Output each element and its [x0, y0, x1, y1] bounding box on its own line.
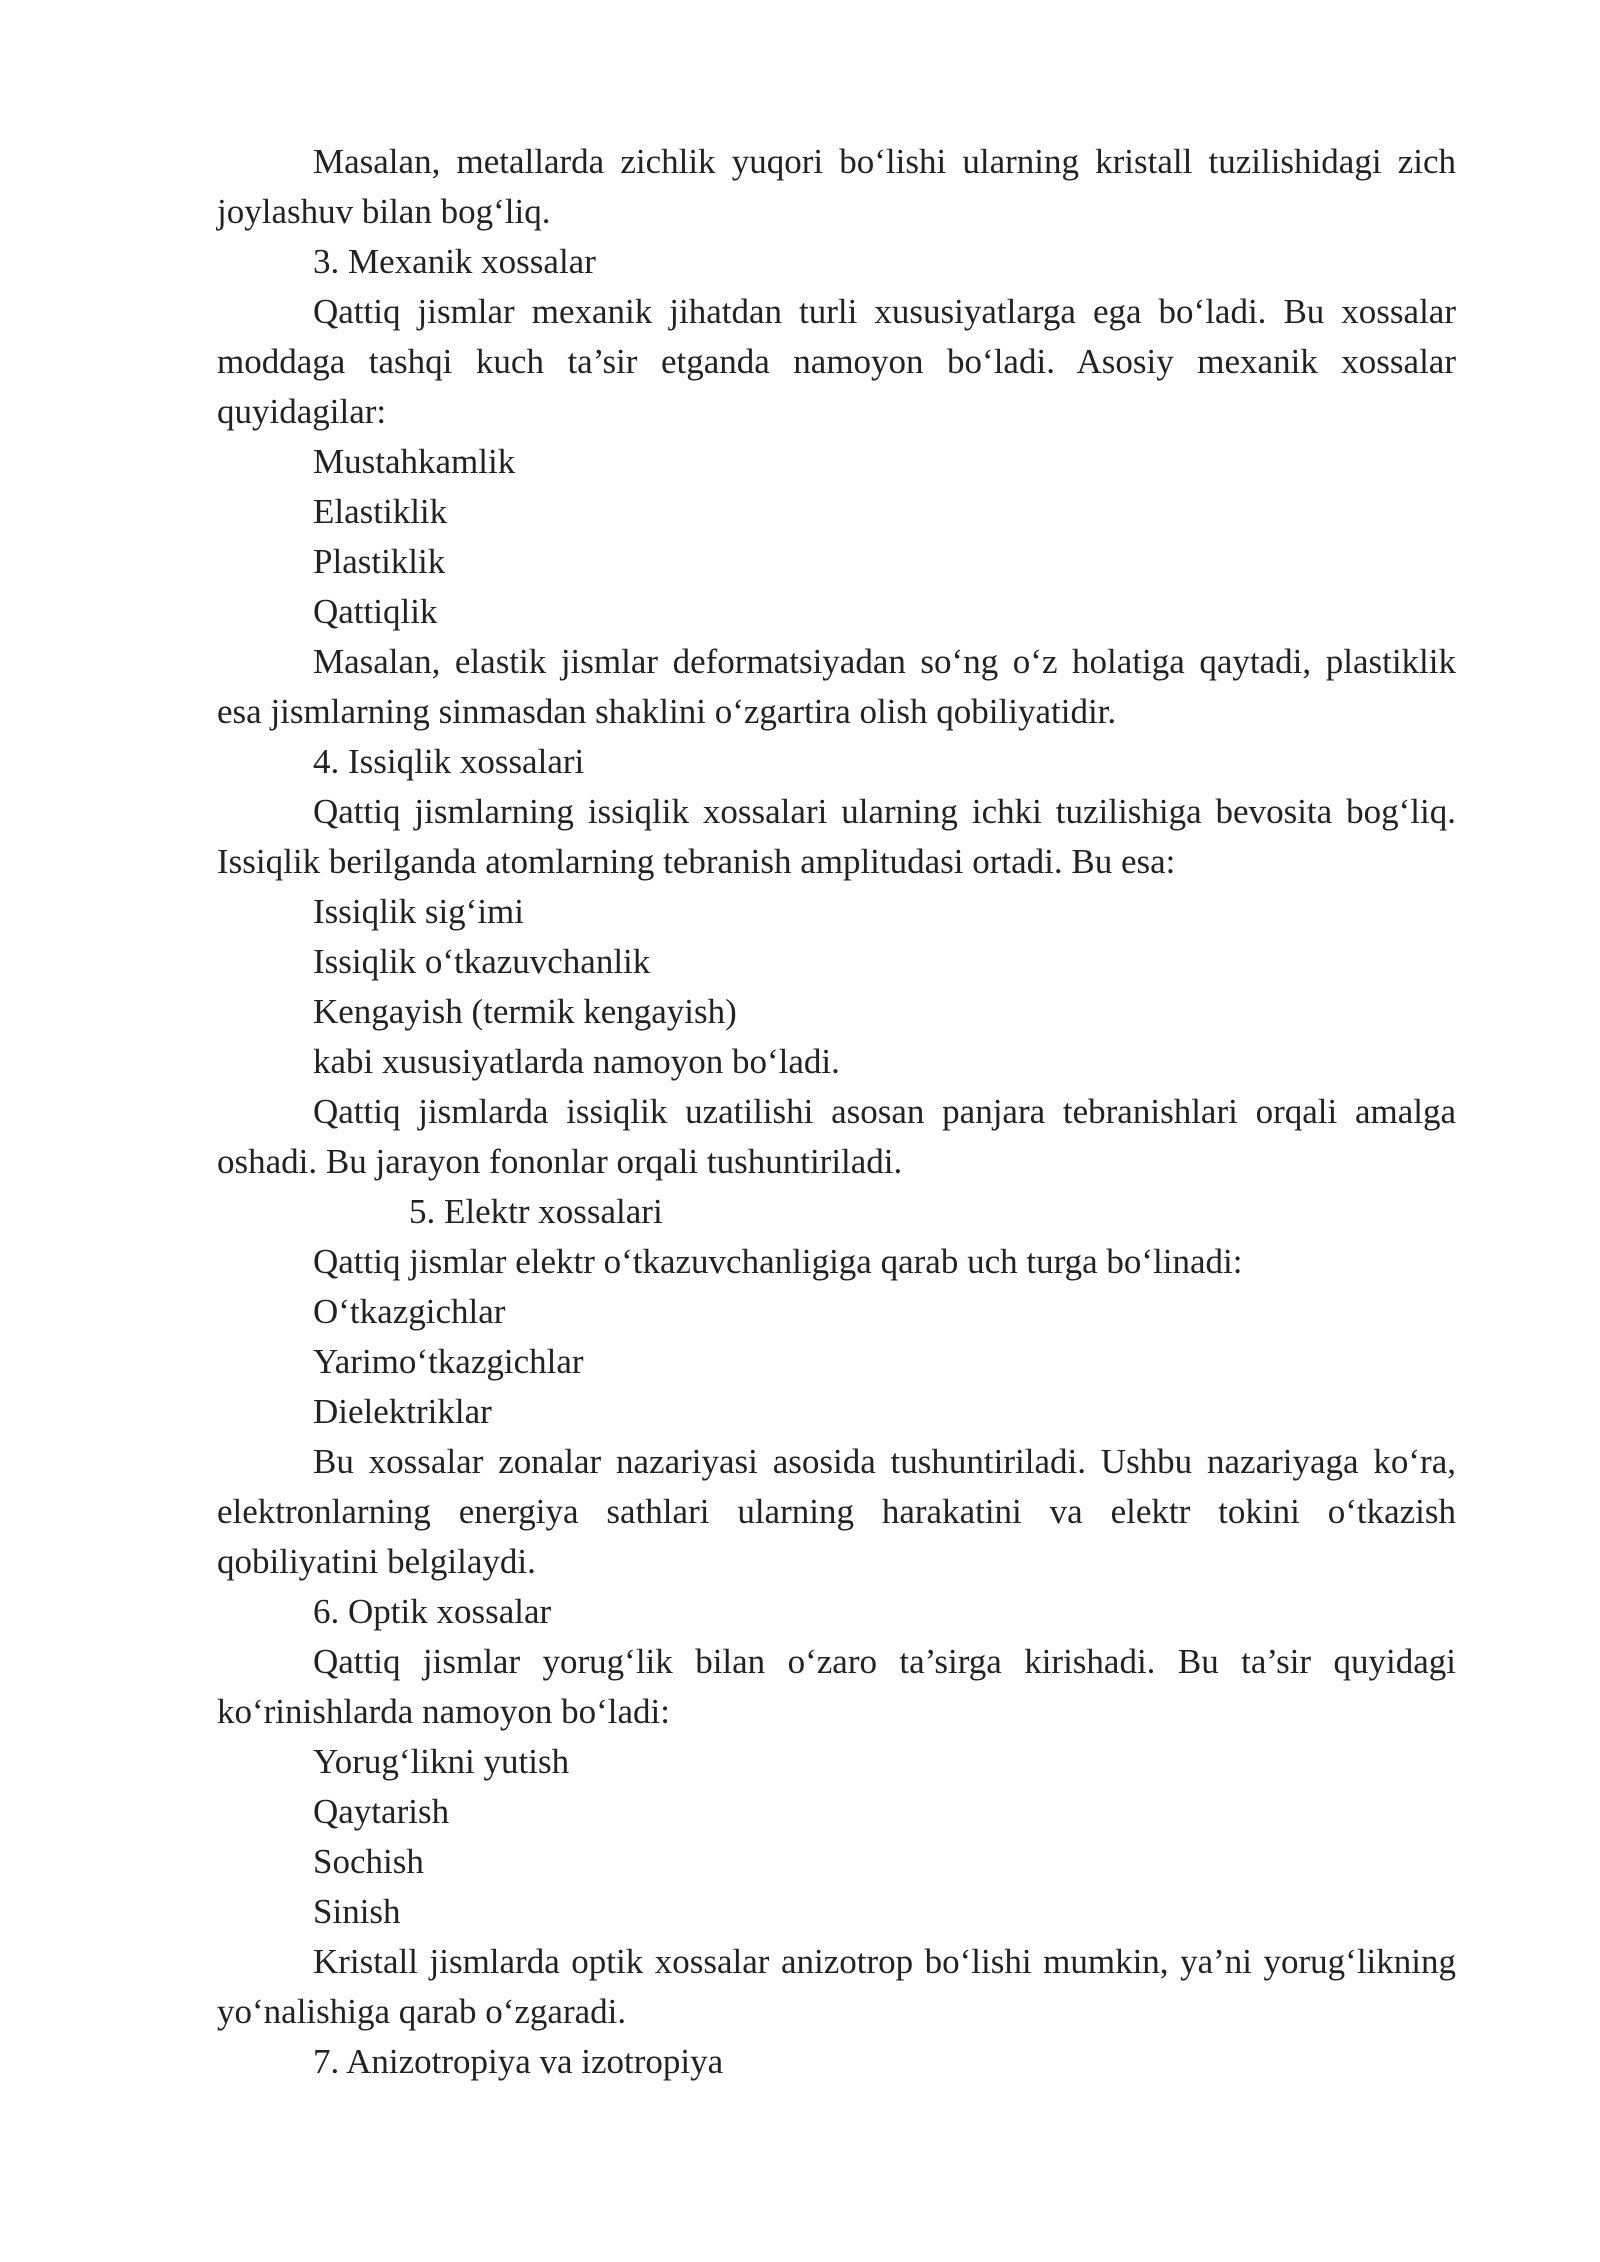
list-item-strength: Mustahkamlik — [313, 442, 516, 481]
list-item-refraction: Sinish — [313, 1892, 401, 1931]
list-item-elasticity: Elastiklik — [313, 492, 448, 531]
list-item-reflection: Qaytarish — [313, 1792, 450, 1831]
paragraph-electrical-intro: Qattiq jismlar elektr o‘tkazuvchanligiga qarab uch turga bo‘linadi: — [313, 1242, 1243, 1281]
list-item-heat-capacity: Issiqlik sig‘imi — [313, 892, 524, 931]
section-heading-mechanical: 3. Mexanik xossalar — [313, 242, 596, 281]
list-item-semiconductors: Yarimo‘tkazgichlar — [313, 1342, 584, 1381]
list-item-plasticity: Plastiklik — [313, 542, 446, 581]
section-heading-electrical: 5. Elektr xossalari — [409, 1192, 663, 1231]
section-heading-thermal: 4. Issiqlik xossalari — [313, 742, 585, 781]
document-page — [217, 137, 1456, 2087]
list-item-thermal-conclusion: kabi xususiyatlarda namoyon bo‘ladi. — [313, 1042, 840, 1081]
section-heading-optical: 6. Optik xossalar — [313, 1592, 552, 1631]
list-item-thermal-conductivity: Issiqlik o‘tkazuvchanlik — [313, 942, 651, 981]
paragraph-density-example: Masalan, metallarda zichlik yuqori bo‘lishi ularning kristall tuzilishidagi zich joylashuv bilan bog‘liq. — [217, 142, 1456, 231]
list-item-hardness: Qattiqlik — [313, 592, 438, 631]
list-item-conductors: O‘tkazgichlar — [313, 1292, 506, 1331]
paragraph-elastic-example: Masalan, elastik jismlar deformatsiyadan so‘ng o‘z holatiga qaytadi, plastiklik esa jismlarning sinmasdan shaklini o‘zgartira olish qobiliyatidir. — [217, 642, 1456, 731]
list-item-absorption: Yorug‘likni yutish — [313, 1742, 570, 1781]
section-heading-anisotropy: 7. Anizotropiya va izotropiya — [313, 2042, 724, 2081]
paragraph-band-theory: Bu xossalar zonalar nazariyasi asosida tushuntiriladi. Ushbu nazariyaga ko‘ra, elektronlarning energiya sathlari ularning harakatini va elektr tokini o‘tkazish qobiliyatini belgilaydi. — [217, 1442, 1456, 1581]
paragraph-optical-anisotropy: Kristall jismlarda optik xossalar anizotrop bo‘lishi mumkin, ya’ni yorug‘likning yo‘nalishiga qarab o‘zgaradi. — [217, 1942, 1456, 2031]
list-item-thermal-expansion: Kengayish (termik kengayish) — [313, 992, 737, 1031]
list-item-dielectrics: Dielektriklar — [313, 1392, 492, 1431]
paragraph-phonons: Qattiq jismlarda issiqlik uzatilishi asosan panjara tebranishlari orqali amalga oshadi. Bu jarayon fononlar orqali tushuntiriladi. — [217, 1092, 1456, 1181]
paragraph-mechanical-intro: Qattiq jismlar mexanik jihatdan turli xususiyatlarga ega bo‘ladi. Bu xossalar moddaga tashqi kuch ta’sir etganda namoyon bo‘ladi. Asosiy mexanik xossalar quyidagilar: — [217, 292, 1456, 431]
paragraph-thermal-intro: Qattiq jismlarning issiqlik xossalari ularning ichki tuzilishiga bevosita bog‘liq. Issiqlik berilganda atomlarning tebranish amplitudasi ortadi. Bu esa: — [217, 792, 1456, 881]
list-item-scattering: Sochish — [313, 1842, 424, 1881]
paragraph-optical-intro: Qattiq jismlar yorug‘lik bilan o‘zaro ta’sirga kirishadi. Bu ta’sir quyidagi ko‘rinishlarda namoyon bo‘ladi: — [217, 1642, 1456, 1731]
